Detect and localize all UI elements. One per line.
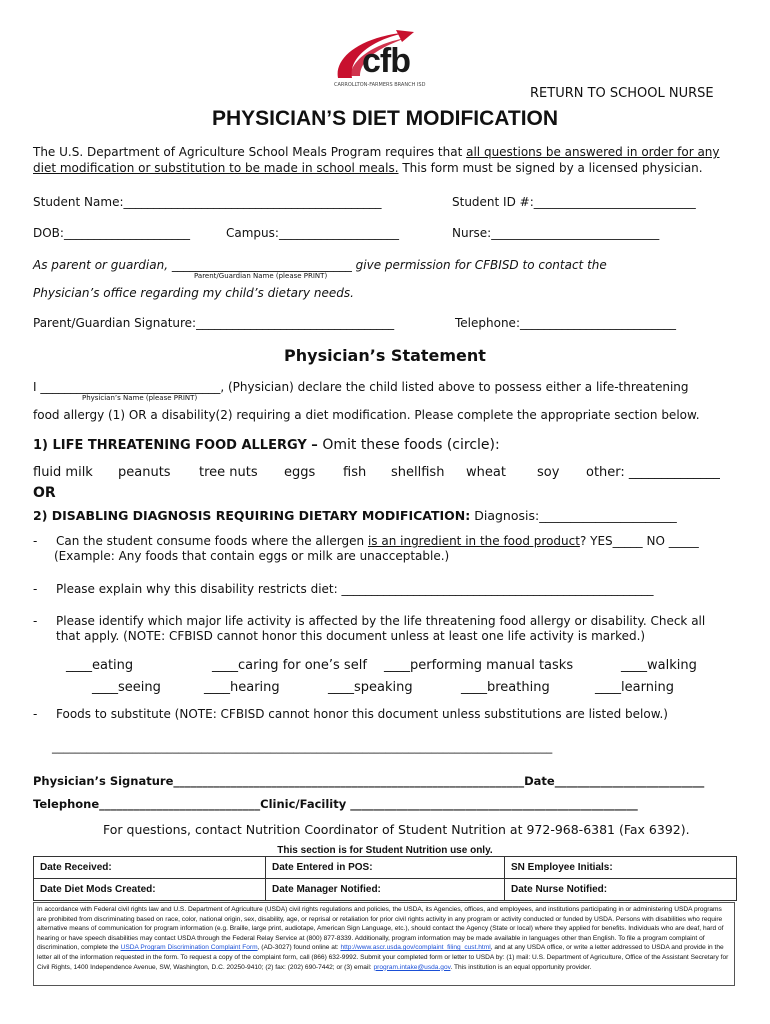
physician-signature-field[interactable]: Physician’s Signature_____________________________________________________________Date__________________________ — [33, 774, 705, 788]
section2-heading-bold: 2) DISABLING DIAGNOSIS REQUIRING DIETARY MODIFICATION: — [33, 508, 471, 523]
food-item[interactable]: fish — [343, 465, 367, 480]
cfb-logo — [330, 28, 440, 90]
nondiscrimination-statement — [33, 902, 735, 986]
campus-field[interactable]: Campus:____________________ — [226, 226, 399, 240]
activity-checkbox[interactable]: ____eating — [66, 658, 134, 673]
footer-text-1: In accordance with Federal civil rights law and U.S. Department of Agriculture (USDA) civil rights regulations and policies, the USDA, its Agencies, offices, and employees, and institutions participating in or administering USDA programs are prohibited from discriminating based on race, color, national origin, sex, disability, age, or reprisal or retaliation for prior civil rights activity in any program or activity conducted or funded by USDA. Persons with disabilities who require alternative means of communication for program information (e.g. Braille, large print, audiotape, American Sign Language, etc.), should contact the Agency (State or local) where they applied for benefits. Individuals who are deaf, hard of hearing or have speech disabilities may contact USDA through the Federal Relay Service at (800) 877-8339. Additionally, program information may be made available in languages other than English. To file a program complaint of discrimination, complete the — [37, 906, 724, 952]
activity-checkbox[interactable]: ____hearing — [204, 680, 280, 695]
section1-heading-bold: 1) LIFE THREATENING FOOD ALLERGY – — [33, 438, 323, 453]
q3-line1: Please identify which major life activity is affected by the life threatening food allergy or disability. Check all — [56, 614, 706, 628]
logo-subtext: CARROLLTON-FARMERS BRANCH ISD — [334, 82, 426, 88]
logo-text: cfb — [362, 42, 410, 80]
q1-underlined: is an ingredient in the food product — [367, 534, 580, 548]
activity-checkbox[interactable]: ____walking — [621, 658, 697, 673]
date-manager-notified-cell[interactable]: Date Manager Notified: — [265, 879, 504, 901]
table-row — [34, 857, 737, 879]
or-label: OR — [33, 485, 56, 501]
return-note: RETURN TO SCHOOL NURSE — [530, 86, 714, 101]
date-entered-pos-cell[interactable]: Date Entered in POS: — [265, 857, 504, 879]
intro-tail: This form must be signed by a licensed physician. — [398, 161, 703, 175]
guardian-telephone-field[interactable]: Telephone:__________________________ — [455, 316, 676, 330]
section1-heading-rest: Omit these foods (circle): — [322, 437, 500, 453]
physician-name-caption: Physician’s Name (please PRINT) — [82, 394, 198, 402]
dob-field[interactable]: DOB:_____________________ — [33, 226, 190, 240]
q1-dash: - — [33, 534, 38, 548]
form-title: PHYSICIAN’S DIET MODIFICATION — [211, 107, 559, 130]
table-row — [34, 879, 737, 901]
guardian-name-caption: Parent/Guardian Name (please PRINT) — [194, 272, 328, 280]
intro-lead: The U.S. Department of Agriculture School Meals Program requires that — [33, 145, 467, 159]
food-item[interactable]: wheat — [466, 465, 506, 480]
date-nurse-notified-cell[interactable]: Date Nurse Notified: — [505, 879, 737, 901]
q1-lead: Can the student consume foods where the allergen — [56, 534, 368, 548]
staff-use-table — [33, 845, 737, 901]
student-id-field[interactable]: Student ID #:___________________________ — [452, 195, 696, 209]
ascr-url-link[interactable]: http://www.ascr.usda.gov/complaint_filing_cust.html — [340, 944, 491, 952]
footer-text-3: , and at any USDA office, or write a letter addressed to USDA and provide in the letter all of the information requested in the form. To request a copy of the complaint form, call (866) 632-9992. Submit your completed form or letter to USDA by: (1) mail: U.S. Department of Agriculture, Office of the Assistant Secretary for Civil Rights, 1400 Independence Avenue, SW, Washington, D.C. 20250-9410; (2) fax: (202) 690-7442; or (3) email: — [37, 944, 729, 971]
section1-heading — [33, 437, 500, 453]
staff-table-header: This section is for Student Nutrition use only. — [277, 845, 493, 856]
food-item[interactable]: eggs — [284, 465, 316, 480]
q4-text: Foods to substitute (NOTE: CFBISD cannot honor this document unless substitutions are listed below.) — [56, 707, 668, 721]
contact-line: For questions, contact Nutrition Coordinator of Student Nutrition at 972-968-6381 (Fax 6392). — [103, 822, 690, 837]
section2-heading — [33, 508, 677, 523]
footer-text-2: , (AD-3027) found online at: — [257, 944, 341, 952]
food-item[interactable]: peanuts — [118, 465, 171, 480]
activity-checkbox[interactable]: ____seeing — [92, 680, 161, 695]
physician-statement-title: Physician’s Statement — [284, 346, 486, 365]
q4-dash: - — [33, 707, 38, 721]
q1-yes-no[interactable]: ? YES_____ NO _____ — [579, 534, 699, 548]
food-item[interactable]: tree nuts — [199, 465, 258, 480]
food-item[interactable]: soy — [537, 465, 560, 480]
complaint-form-link[interactable]: USDA Program Discrimination Complaint Form — [120, 944, 258, 952]
physician-declare-line-2: food allergy (1) OR a disability(2) requiring a diet modification. Please complete the appropriate section below. — [33, 408, 700, 422]
date-diet-mods-created-cell[interactable]: Date Diet Mods Created: — [34, 879, 266, 901]
q2-dash: - — [33, 582, 38, 596]
q3-line2: that apply. (NOTE: CFBISD cannot honor this document unless at least one life activity is marked.) — [56, 629, 646, 643]
q3-dash: - — [33, 614, 38, 628]
diagnosis-field[interactable]: Diagnosis:______________________ — [470, 508, 677, 523]
intro-underlined: all questions be answered in order for any diet modification or substitution to be made in school meals. — [33, 145, 720, 175]
activity-checkbox[interactable]: ____learning — [595, 680, 675, 695]
activity-checkbox[interactable]: ____speaking — [328, 680, 413, 695]
activity-checkbox[interactable]: ____performing manual tasks — [384, 658, 574, 673]
q2-explain-field[interactable]: Please explain why this disability restricts diet: ____________________________________________________ — [56, 582, 654, 596]
substitute-line-field[interactable]: _______________________________________________________________________________________ — [52, 740, 553, 754]
footer-text-4: . This institution is an equal opportunity provider. — [450, 963, 592, 971]
program-intake-email-link[interactable]: program.intake@usda.gov — [373, 963, 451, 971]
activity-checkbox[interactable]: ____caring for one’s self — [212, 658, 367, 673]
food-item[interactable]: fluid milk — [33, 465, 93, 480]
q1-example: (Example: Any foods that contain eggs or milk are unacceptable.) — [54, 549, 450, 563]
nurse-field[interactable]: Nurse:____________________________ — [452, 226, 660, 240]
guardian-signature-field[interactable]: Parent/Guardian Signature:_________________________________ — [33, 316, 395, 330]
physician-telephone-clinic-field[interactable]: Telephone____________________________Clinic/Facility __________________________________________________ — [33, 797, 638, 811]
date-received-cell[interactable]: Date Received: — [34, 857, 266, 879]
sn-employee-initials-cell[interactable]: SN Employee Initials: — [505, 857, 737, 879]
student-name-field[interactable]: Student Name:___________________________________________ — [33, 195, 382, 209]
physician-declare-line: I ______________________________, (Physician) declare the child listed above to possess either a life-threatening — [33, 380, 689, 394]
q1-line1 — [56, 534, 699, 548]
activity-checkbox[interactable]: ____breathing — [461, 680, 550, 695]
permission-line-2: Physician’s office regarding my child’s dietary needs. — [33, 286, 354, 300]
intro-text — [33, 144, 733, 176]
food-item[interactable]: other: ______________ — [586, 465, 720, 480]
permission-line: As parent or guardian, ______________________________ give permission for CFBISD to contact the — [33, 258, 607, 272]
food-item[interactable]: shellfish — [391, 465, 445, 480]
